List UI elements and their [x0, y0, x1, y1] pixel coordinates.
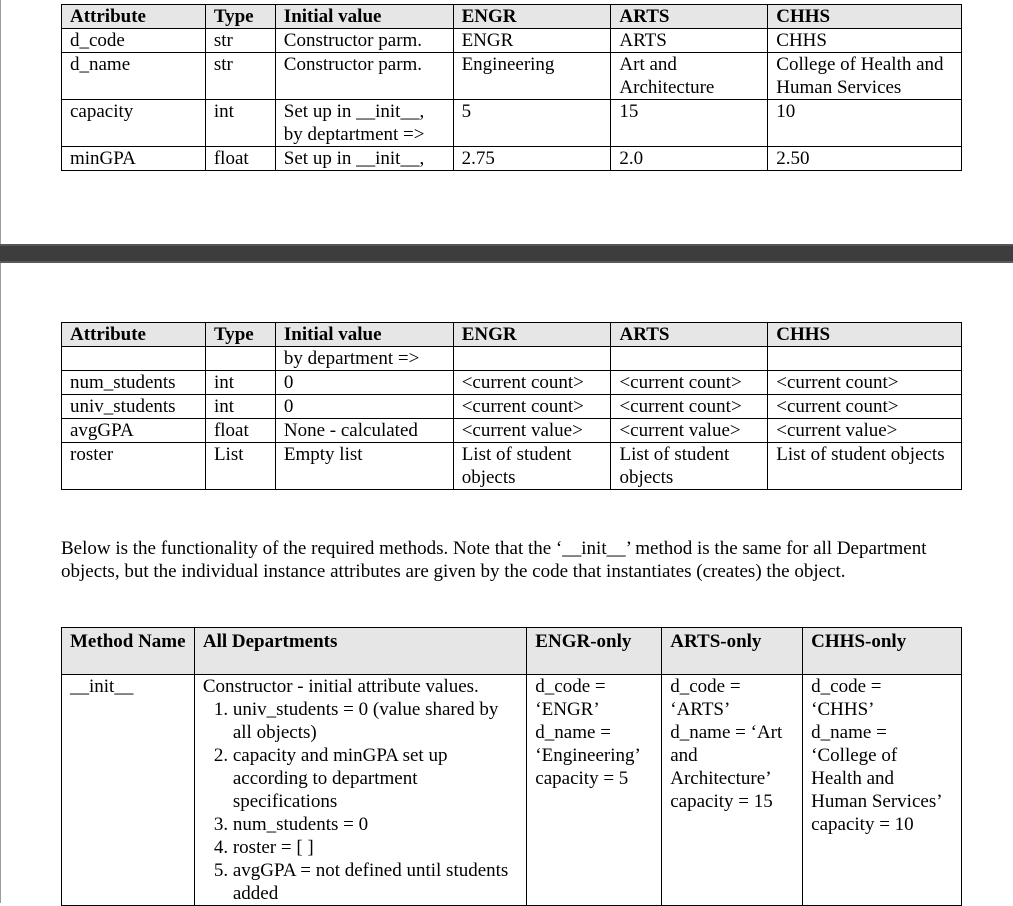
cell-chhs: College of Health and Human Services — [768, 53, 962, 100]
header-type: Type — [205, 5, 275, 29]
table-row — [62, 371, 962, 395]
table-row — [62, 419, 962, 443]
cell-attribute: d_code — [62, 29, 206, 53]
attribute-table-2 — [61, 322, 962, 490]
engr-line: capacity = 5 — [535, 768, 629, 789]
document-page-bottom — [0, 263, 1013, 903]
header-arts: ARTS — [611, 323, 768, 347]
engr-line: d_name = — [535, 722, 611, 743]
cell-arts — [611, 347, 768, 371]
cell-arts: <current value> — [611, 419, 768, 443]
cell-attribute: univ_students — [62, 395, 206, 419]
cell-type: int — [205, 395, 275, 419]
header-type: Type — [205, 323, 275, 347]
cell-type: int — [205, 100, 275, 147]
cell-arts: 15 — [611, 100, 768, 147]
arts-line: and — [670, 745, 698, 766]
header-method-name: Method Name — [62, 628, 195, 675]
list-item: 3. num_students = 0 — [233, 813, 518, 836]
header-engr: ENGR — [453, 323, 611, 347]
header-chhs: CHHS — [768, 323, 962, 347]
cell-chhs: CHHS — [768, 29, 962, 53]
cell-engr: <current value> — [453, 419, 611, 443]
cell-chhs-only — [803, 675, 962, 906]
list-item: 4. roster = [ ] — [233, 836, 518, 859]
cell-initial: 0 — [275, 395, 453, 419]
table-row — [62, 53, 962, 100]
methods-intro-paragraph: Below is the functionality of the required methods. Note that the ‘__init__’ method is the same for all Department objects, but the individual instance attributes are given by the code that instantiates (creates) the object. — [61, 538, 927, 582]
cell-engr: <current count> — [453, 371, 611, 395]
cell-type: float — [205, 147, 275, 171]
cell-arts-only — [662, 675, 803, 906]
cell-initial: 0 — [275, 371, 453, 395]
cell-type: str — [205, 53, 275, 100]
table-row — [62, 675, 962, 906]
cell-chhs: <current value> — [768, 419, 962, 443]
methods-table — [61, 627, 962, 906]
chhs-line: d_code = — [811, 676, 882, 697]
chhs-line: capacity = 10 — [811, 814, 914, 835]
header-arts: ARTS — [611, 5, 768, 29]
cell-arts: <current count> — [611, 371, 768, 395]
header-attribute: Attribute — [62, 5, 206, 29]
cell-chhs: <current count> — [768, 371, 962, 395]
table-header-row — [62, 323, 962, 347]
cell-type: str — [205, 29, 275, 53]
cell-engr: <current count> — [453, 395, 611, 419]
cell-chhs — [768, 347, 962, 371]
all-departments-intro: Constructor - initial attribute values. — [202, 676, 479, 697]
engr-line: ‘Engineering’ — [535, 745, 641, 766]
page-separator — [0, 244, 1013, 263]
cell-initial: Set up in __init__, by deptartment => — [275, 100, 453, 147]
cell-type: List — [205, 443, 275, 490]
cell-arts: Art and Architecture — [611, 53, 768, 100]
cell-engr-only — [527, 675, 662, 906]
cell-type: float — [205, 419, 275, 443]
arts-line: Architecture’ — [670, 768, 772, 789]
cell-attribute: d_name — [62, 53, 206, 100]
header-arts-only: ARTS-only — [662, 628, 803, 675]
attribute-table-1 — [61, 4, 962, 171]
cell-chhs: <current count> — [768, 395, 962, 419]
cell-attribute: capacity — [62, 100, 206, 147]
cell-method-name: __init__ — [62, 675, 195, 906]
cell-initial: None - calculated — [275, 419, 453, 443]
cell-engr: Engineering — [453, 53, 611, 100]
list-item: 2. capacity and minGPA set up according to department specifications — [233, 744, 518, 813]
header-chhs-only: CHHS-only — [803, 628, 962, 675]
table-row — [62, 347, 962, 371]
table-header-row — [62, 5, 962, 29]
document-page-top — [0, 0, 1013, 244]
list-item: 1. univ_students = 0 (value shared by all objects) — [233, 698, 518, 744]
header-all-departments: All Departments — [194, 628, 526, 675]
chhs-line: Human Services’ — [811, 791, 943, 812]
header-engr-only: ENGR-only — [527, 628, 662, 675]
cell-initial: Constructor parm. — [275, 29, 453, 53]
header-engr: ENGR — [453, 5, 611, 29]
arts-line: capacity = 15 — [670, 791, 773, 812]
cell-engr: List of student objects — [453, 443, 611, 490]
table-row — [62, 443, 962, 490]
cell-attribute: num_students — [62, 371, 206, 395]
arts-line: d_name = ‘Art — [670, 722, 783, 743]
cell-attribute: minGPA — [62, 147, 206, 171]
arts-line: d_code = — [670, 676, 741, 697]
cell-engr: 2.75 — [453, 147, 611, 171]
table-row — [62, 100, 962, 147]
cell-initial: Constructor parm. — [275, 53, 453, 100]
table-row — [62, 395, 962, 419]
cell-engr: 5 — [453, 100, 611, 147]
cell-initial: Set up in __init__, — [275, 147, 453, 171]
list-item: 5. avgGPA = not defined until students added — [233, 859, 518, 905]
cell-chhs: 10 — [768, 100, 962, 147]
cell-chhs: List of student objects — [768, 443, 962, 490]
cell-arts: ARTS — [611, 29, 768, 53]
header-initial-value: Initial value — [275, 323, 453, 347]
cell-attribute: roster — [62, 443, 206, 490]
cell-type: int — [205, 371, 275, 395]
cell-initial: by department => — [275, 347, 453, 371]
engr-line: ‘ENGR’ — [535, 699, 600, 720]
cell-initial: Empty list — [275, 443, 453, 490]
init-steps-list — [203, 698, 518, 905]
chhs-line: d_name = — [811, 722, 887, 743]
cell-attribute: avgGPA — [62, 419, 206, 443]
cell-engr: ENGR — [453, 29, 611, 53]
cell-engr — [453, 347, 611, 371]
cell-all-departments — [194, 675, 526, 906]
cell-type — [205, 347, 275, 371]
table-row — [62, 29, 962, 53]
header-initial-value: Initial value — [275, 5, 453, 29]
table-header-row — [62, 628, 962, 675]
engr-line: d_code = — [535, 676, 606, 697]
header-attribute: Attribute — [62, 323, 206, 347]
cell-arts: <current count> — [611, 395, 768, 419]
chhs-line: Health and — [811, 768, 894, 789]
cell-attribute — [62, 347, 206, 371]
cell-arts: List of student objects — [611, 443, 768, 490]
table-row — [62, 147, 962, 171]
header-chhs: CHHS — [768, 5, 962, 29]
arts-line: ‘ARTS’ — [670, 699, 731, 720]
chhs-line: ‘College of — [811, 745, 898, 766]
cell-chhs: 2.50 — [768, 147, 962, 171]
cell-arts: 2.0 — [611, 147, 768, 171]
chhs-line: ‘CHHS’ — [811, 699, 875, 720]
